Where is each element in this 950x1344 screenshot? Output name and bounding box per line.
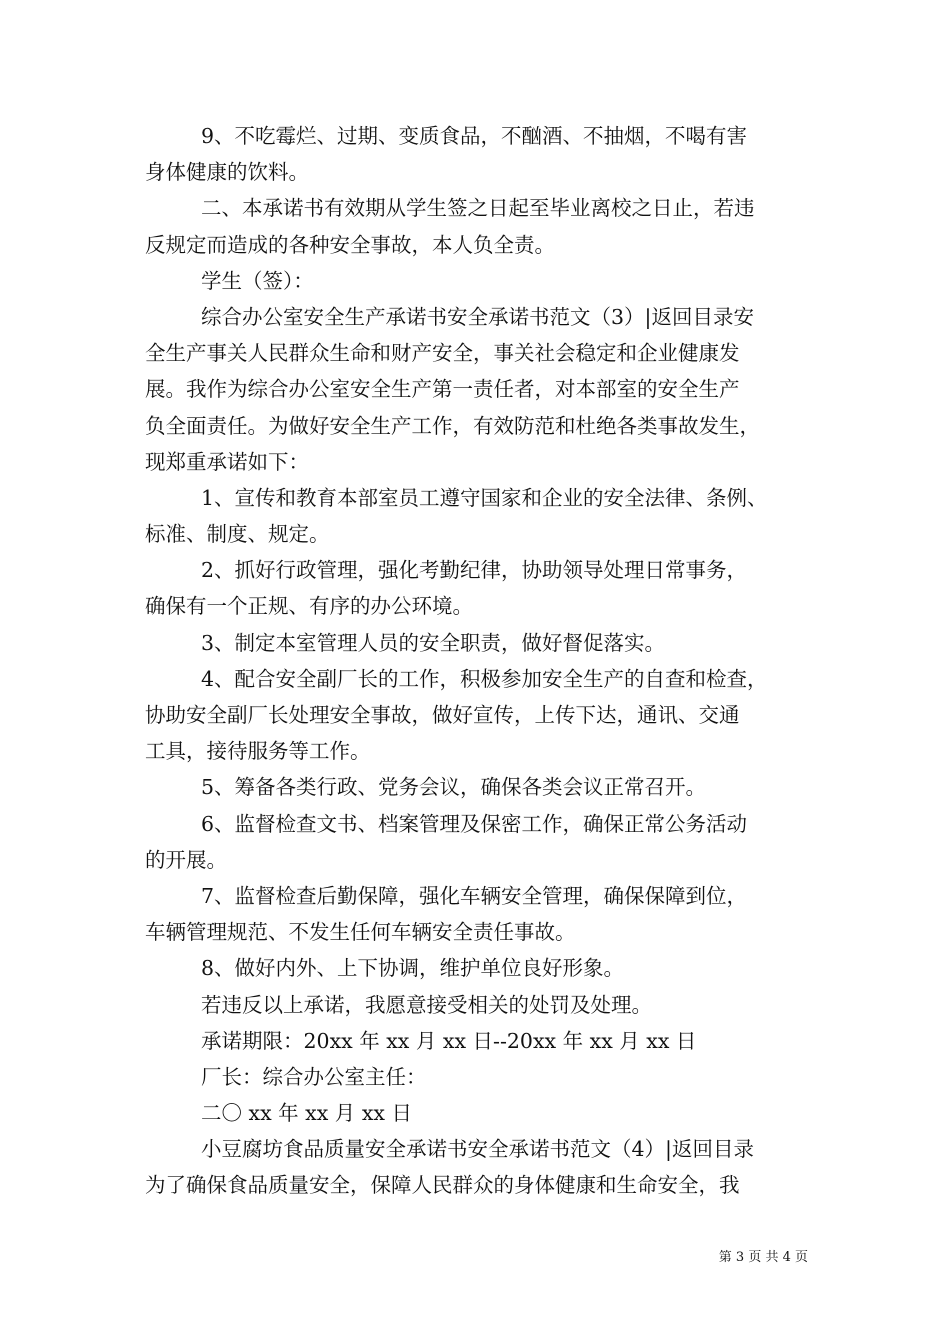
list-item-line: 7、监督检查后勤保障，强化车辆安全管理，确保保障到位， [201,883,748,908]
section-heading-line: 综合办公室安全生产承诺书安全承诺书范文（3）|返回目录安 [201,304,754,329]
document-body [145,118,825,1204]
paragraph-line: 展。我作为综合办公室安全生产第一责任者，对本部室的安全生产 [145,377,740,402]
list-item-line: 车辆管理规范、不发生任何车辆安全责任事故。 [145,920,576,945]
section-heading-line: 小豆腐坊食品质量安全承诺书安全承诺书范文（4）|返回目录 [201,1137,754,1162]
list-item-line: 5、筹备各类行政、党务会议，确保各类会议正常召开。 [201,775,707,800]
paragraph-line: 二、本承诺书有效期从学生签之日起至毕业离校之日止，若违 [201,196,755,221]
paragraph-line: 反规定而造成的各种安全事故，本人负全责。 [145,232,555,257]
list-item-line: 1、宣传和教育本部室员工遵守国家和企业的安全法律、条例、 [201,485,768,510]
paragraph-line: 身体健康的饮料。 [145,160,309,185]
paragraph-line: 负全面责任。为做好安全生产工作，有效防范和杜绝各类事故发生， [145,413,760,438]
list-item-line: 工具，接待服务等工作。 [145,739,371,764]
list-item-line: 4、配合安全副厂长的工作，积极参加安全生产的自查和检查， [201,666,768,691]
list-item-line: 2、抓好行政管理，强化考勤纪律，协助领导处理日常事务， [201,558,748,583]
paragraph-line: 现郑重承诺如下： [145,449,309,474]
paragraph-line: 全生产事关人民群众生命和财产安全，事关社会稳定和企业健康发 [145,341,740,366]
paragraph-line: 为了确保食品质量安全，保障人民群众的身体健康和生命安全，我 [145,1173,740,1198]
paragraph-line: 若违反以上承诺，我愿意接受相关的处罚及处理。 [201,992,652,1017]
list-item-line: 协助安全副厂长处理安全事故，做好宣传，上传下达，通讯、交通 [145,703,740,727]
signature-line: 厂长：综合办公室主任： [201,1064,427,1089]
list-item-line: 3、制定本室管理人员的安全职责，做好督促落实。 [201,630,666,655]
term-line: 承诺期限：20xx 年 xx 月 xx 日--20xx 年 xx 月 xx 日 [201,1028,697,1053]
list-item-line: 的开展。 [145,847,227,872]
list-item-line: 确保有一个正规、有序的办公环境。 [145,594,473,619]
date-line: 二〇 xx 年 xx 月 xx 日 [201,1101,412,1126]
list-item-line: 标准、制度、规定。 [145,522,330,547]
paragraph-line: 9、不吃霉烂、过期、变质食品，不酗酒、不抽烟，不喝有害 [201,124,748,148]
signature-line: 学生（签）： [201,268,314,293]
list-item-line: 8、做好内外、上下协调，维护单位良好形象。 [201,956,625,981]
page-number: 第 3 页 共 4 页 [718,1250,808,1265]
list-item-line: 6、监督检查文书、档案管理及保密工作，确保正常公务活动 [201,811,748,836]
